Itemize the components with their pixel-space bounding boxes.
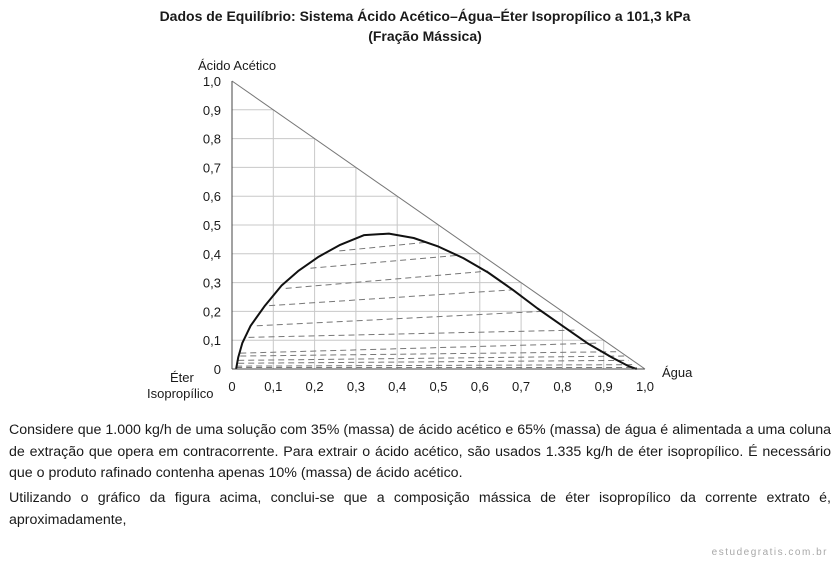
x-tick-label: 0,7: [512, 379, 531, 394]
y-tick-label: 0,5: [202, 218, 221, 233]
tie-lines: [236, 242, 637, 367]
x-tick-label: 0,2: [305, 379, 324, 394]
question-paragraph-1: Considere que 1.000 kg/h de uma solução com 35% (massa) de ácido acético e 65% (massa) de água é alimentada a uma coluna de extração que opera em contracorrente. Para extrair o ácido acético, são usados 1.335 kg/h de éter isopropílico. É necessário que o produto rafinado contenha apenas 10% (massa) de ácido acético.: [9, 422, 831, 481]
tie-line: [238, 360, 628, 363]
y-tick-label: 0: [213, 362, 221, 377]
y-tick-label: 0,2: [202, 304, 221, 320]
chart-title-line1: Dados de Equilíbrio: Sistema Ácido Acético–Água–Éter Isopropílico a 101,3 kPa: [159, 8, 691, 24]
tie-line: [286, 271, 488, 288]
x-tick-label: 0,5: [429, 379, 448, 394]
origin-label-line2: Isopropílico: [147, 386, 214, 401]
y-tick-label: 0,1: [202, 333, 221, 349]
y-tick-label: 0,8: [202, 131, 221, 147]
x-tick-label: 0: [228, 379, 236, 394]
y-axis-label: Ácido Acético: [198, 58, 277, 73]
y-tick-label: 1,0: [202, 74, 221, 89]
x-tick-label: 0,6: [470, 379, 489, 394]
tick-labels: [203, 74, 654, 394]
watermark: estudegratis.com.br: [711, 547, 828, 558]
y-tick-label: 0,7: [202, 160, 221, 176]
tie-line: [339, 242, 426, 251]
x-tick-label: 1,0: [635, 379, 655, 394]
tie-line: [257, 311, 542, 325]
tie-line: [249, 330, 575, 337]
tie-line: [238, 356, 624, 360]
tie-line: [236, 365, 632, 366]
x-tick-label: 0,8: [553, 379, 572, 394]
x-tick-label: 0,4: [388, 379, 407, 394]
x-axis-label: Água: [662, 365, 693, 380]
y-tick-label: 0,6: [202, 189, 221, 205]
x-tick-label: 0,9: [594, 379, 613, 394]
y-tick-label: 0,9: [202, 102, 221, 118]
origin-label-line1: Éter: [170, 370, 194, 385]
question-paragraph-2: Utilizando o gráfico da figura acima, conclui-se que a composição mássica de éter isopropílico da corrente extrato é, aproximadamente,: [9, 490, 831, 528]
tie-line: [269, 290, 513, 306]
tie-line: [240, 352, 616, 356]
tie-line: [240, 343, 599, 353]
y-tick-label: 0,3: [202, 275, 221, 291]
chart-title-line2: (Fração Mássica): [368, 28, 482, 44]
x-tick-label: 0,3: [346, 379, 365, 394]
x-tick-label: 0,1: [264, 379, 283, 394]
y-tick-label: 0,4: [202, 246, 221, 262]
tie-line: [310, 255, 459, 268]
